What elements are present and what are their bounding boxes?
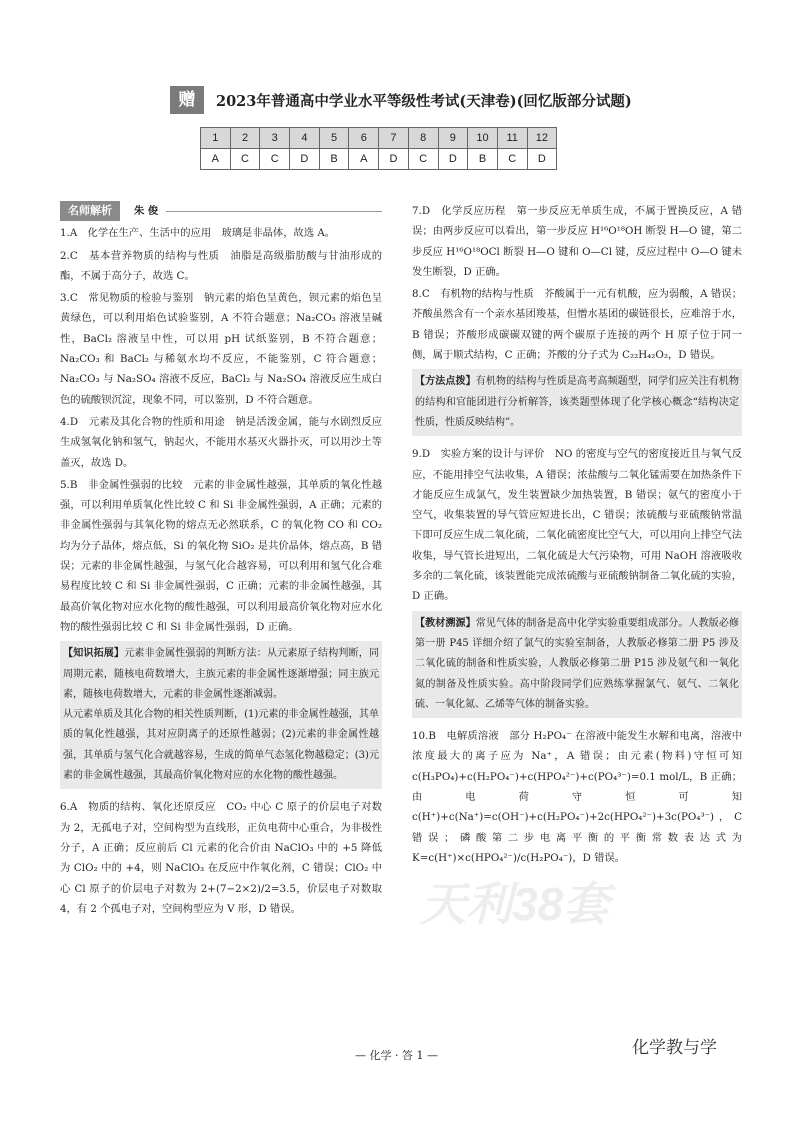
left-column <box>60 201 382 921</box>
method-tip-box <box>412 369 742 436</box>
answer-cell: C <box>408 149 438 170</box>
answer-cell: D <box>290 149 320 170</box>
answer-cell: A <box>349 149 379 170</box>
answer-table-answers <box>201 149 557 170</box>
question-number: 9 <box>438 128 468 149</box>
question-number: 12 <box>527 128 557 149</box>
header-divider <box>166 211 382 212</box>
solution-8: 8.C 有机物的结构与性质 芥酸属于一元有机酸，应为弱酸，A 错误；芥酸虽然含有一个亲水基团羧基，但憎水基团的碳链很长，应难溶于水，B 错误；芥酸形成碳碳双键的两个碳原子连接的两个 H 原子位于同一侧，属于顺式结构，C 正确；芥酸的分子式为 C₂₂H₄₂O₂，D 错误。 <box>412 288 742 362</box>
author-name: 朱 俊 <box>134 205 159 217</box>
answer-cell: B <box>319 149 349 170</box>
wechat-brand: 化学教与学 <box>632 1038 717 1057</box>
answer-table <box>200 127 557 170</box>
answer-cell: D <box>438 149 468 170</box>
answer-cell: B <box>468 149 498 170</box>
question-number: 11 <box>497 128 527 149</box>
question-number: 4 <box>290 128 320 149</box>
question-number: 3 <box>260 128 290 149</box>
gift-badge: 赠 <box>170 86 204 114</box>
box-text: 元素非金属性强弱的判断方法：从元素原子结构判断，同周期元素，随核电荷数增大，主族元素的非金属性逐渐增强；同主族元素，随核电荷数增大，元素的非金属性逐渐减弱。 <box>63 648 380 700</box>
question-number: 1 <box>201 128 231 149</box>
answer-cell: C <box>230 149 260 170</box>
question-number: 8 <box>408 128 438 149</box>
question-number: 7 <box>379 128 409 149</box>
watermark: 天利38套 <box>420 878 610 930</box>
question-number: 10 <box>468 128 498 149</box>
solution-9: 9.D 实验方案的设计与评价 NO 的密度与空气的密度接近且与氧气反应，不能用排空气法收集，A 错误；浓盐酸与二氧化锰需要在加热条件下才能反应生成氯气，发生装置缺少加热装置，B 错误；氨气的密度小于空气，收集装置的导气管应短进长出，C 错误；浓硫酸与亚硫酸钠常温下即可反应生成二氧化硫，二氧化硫密度比空气大，可以用向上排空气法收集，导气管长进短出，二氧化硫是大气污染物，可用 NaOH 溶液吸收多余的二氧化硫，该装置能完成浓硫酸与亚硫酸钠制备二氧化硫的实验，D 正确。 <box>412 448 742 603</box>
box-title: 【知识拓展】 <box>63 648 125 660</box>
question-number: 5 <box>319 128 349 149</box>
solution-3: 3.C 常见物质的检验与鉴别 钠元素的焰色呈黄色，钡元素的焰色呈黄绿色，可以利用焰色试验鉴别，A 不符合题意；Na₂CO₃ 溶液呈碱性，BaCl₂ 溶液呈中性，可以用 pH 试纸鉴别，B 不符合题意；Na₂CO₃ 和 BaCl₂ 与稀氨水均不反应，不能鉴别，C 符合题意；Na₂CO₃ 与 Na₂SO₄ 溶液不反应，BaCl₂ 与 Na₂SO₄ 溶液反应生成白色的硫酸钡沉淀，现象不同，可以鉴别，D 不符合题意。 <box>60 292 382 406</box>
solution-7: 7.D 化学反应历程 第一步反应无单质生成，不属于置换反应，A 错误；由两步反应可以看出，第一步反应 H¹⁶O¹⁸OH 断裂 H—O 键，第二步反应 H¹⁶O¹⁸OCl 断裂 H—O 键和 O—Cl 键，反应过程中 O—O 键未发生断裂，D 正确。 <box>412 205 742 278</box>
solution-1: 1.A 化学在生产、生活中的应用 玻璃是非晶体，故选 A。 <box>60 227 336 240</box>
answer-cell: A <box>201 149 231 170</box>
box-title: 【方法点拨】 <box>415 376 476 388</box>
answer-cell: D <box>527 149 557 170</box>
question-number: 6 <box>349 128 379 149</box>
expert-analysis-label: 名师解析 <box>60 201 120 221</box>
knowledge-extension-box <box>60 641 382 789</box>
header <box>170 86 640 114</box>
box-text: 有机物的结构与性质是高考高频题型，同学们应关注有机物的结构和官能团进行分析解答，该类题型体现了化学核心概念“结构决定性质，性质反映结构”。 <box>415 376 740 428</box>
expert-analysis-header <box>60 201 382 221</box>
page-footer: — 化学 · 答 1 — <box>355 1049 438 1062</box>
answer-table-numbers <box>201 128 557 149</box>
solution-5: 5.B 非金属性强弱的比较 元素的非金属性越强，其单质的氧化性越强，可以利用单质氧化性比较 C 和 Si 非金属性强弱，A 正确；元素的非金属性强弱与其氧化物的熔点无必然联系，C 的氧化物 CO 和 CO₂ 均为分子晶体，熔点低，Si 的氧化物 SiO₂ 是共价晶体，熔点高，B 错误；元素的非金属性越强，与氢气化合越容易，可以利用和氢气化合难易程度比较 C 和 Si 非金属性强弱，C 正确；元素的非金属性越强，其最高价氧化物对应水化物的酸性越强，可以利用最高价氧化物对应水化物的酸性强弱比较 C 和 Si 非金属性强弱，D 正确。 <box>60 478 382 633</box>
solution-2: 2.C 基本营养物质的结构与性质 油脂是高级脂肪酸与甘油形成的酯，不属于高分子，故选 C。 <box>60 249 382 282</box>
box-title: 【教材溯源】 <box>415 617 476 629</box>
solution-10: 10.B 电解质溶液 部分 H₂PO₄⁻ 在溶液中能发生水解和电离，溶液中浓度最大的离子应为 Na⁺，A 错误；由元素(物料)守恒可知 c(H₃PO₄)+c(H₂PO₄⁻)+c(HPO₄²⁻)+c(PO₄³⁻)=0.1 mol/L，B 正确；由电荷守恒可知 c(H⁺)+c(Na⁺)=c(OH⁻)+c(H₂PO₄⁻)+2c(HPO₄²⁻)+3c(PO₄³⁻)，C 错误；磷酸第二步电离平衡的平衡常数表达式为 K=c(H⁺)×c(HPO₄²⁻)/c(H₂PO₄⁻)，D 错误。 <box>412 730 742 864</box>
textbook-source-box <box>412 611 742 718</box>
answer-cell: C <box>497 149 527 170</box>
solution-6: 6.A 物质的结构、氧化还原反应 CO₂ 中心 C 原子的价层电子对数为 2，无孤电子对，空间构型为直线形，正负电荷中心重合，为非极性分子，A 正确；反应前后 Cl 元素的化合价由 NaClO₃ 中的 +5 降低为 ClO₂ 中的 +4，则 NaClO₃ 在反应中作氧化剂，C 错误；ClO₂ 中心 Cl 原子的价层电子对数为 2+(7−2×2)/2=3.5，价层电子对数取 4，有 2 个孤电子对，空间构型应为 V 形，D 错误。 <box>60 801 382 915</box>
question-number: 2 <box>230 128 260 149</box>
answer-cell: D <box>379 149 409 170</box>
box-text: 常见气体的制备是高中化学实验重要组成部分。人教版必修第一册 P45 详细介绍了氯气的实验室制备，人教版必修第二册 P5 涉及二氧化硫的制备和性质实验，人教版必修第二册 P15 涉及氨气和一氧化氮的制备及性质实验。高中阶段同学们应熟练掌握氯气、氨气、二氧化硫、一氧化氮、乙烯等气体的制备实验。 <box>415 617 740 710</box>
right-column <box>412 201 742 870</box>
box-text: 从元素单质及其化合物的相关性质判断，(1)元素的非金属性越强，其单质的氧化性越强，其对应阴离子的还原性越弱；(2)元素的非金属性越强，其单质与氢气化合就越容易，生成的简单气态氢化物越稳定；(3)元素的非金属性越强，其最高价氧化物对应的水化物的酸性越强。 <box>63 709 379 782</box>
page-title: 2023年普通高中学业水平等级性考试(天津卷)(回忆版部分试题) <box>216 93 632 110</box>
answer-cell: C <box>260 149 290 170</box>
solution-4: 4.D 元素及其化合物的性质和用途 钠是活泼金属，能与水剧烈反应生成氢氧化钠和氢气，钠起火，不能用水基灭火器扑灭，可以用沙土等盖灭，故选 D。 <box>60 415 382 469</box>
